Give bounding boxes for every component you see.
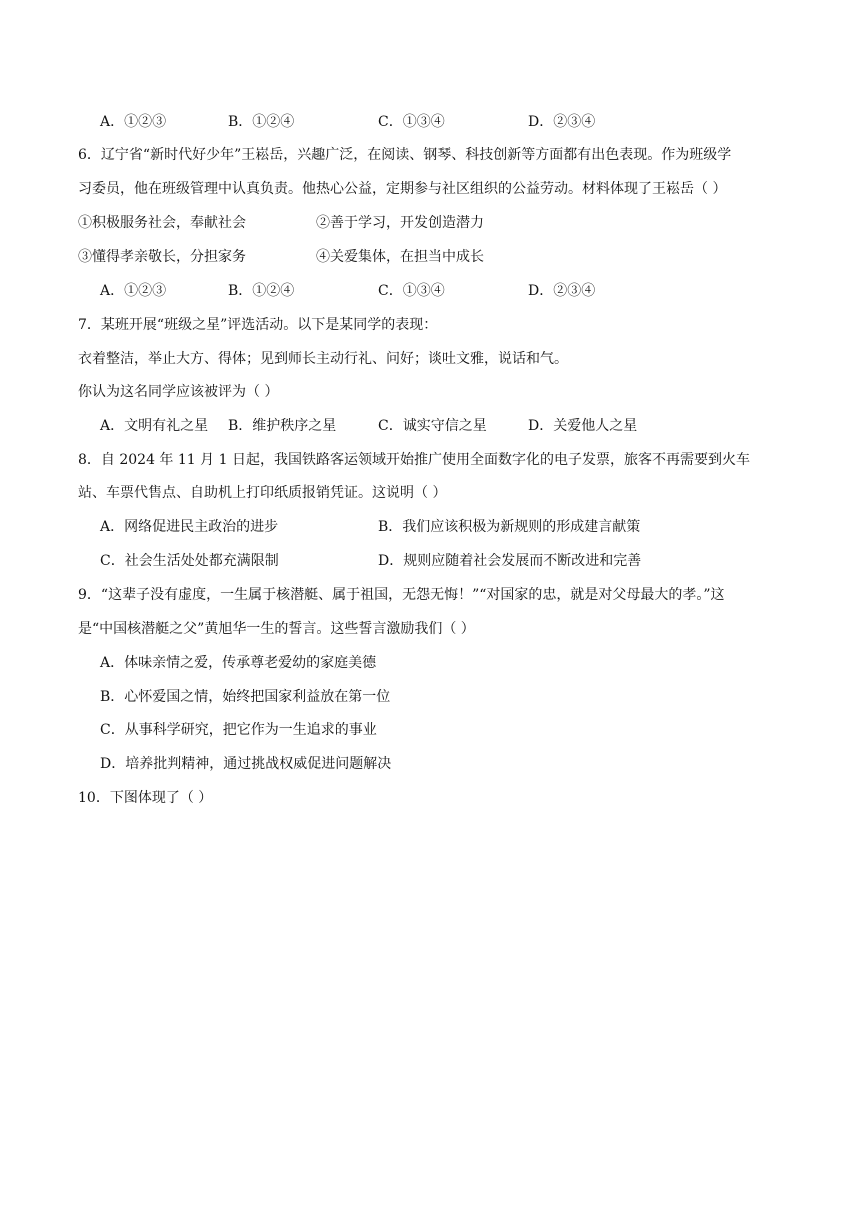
q7-option-a: A．文明有礼之星 xyxy=(100,418,209,434)
q6-option-d: D．②③④ xyxy=(528,283,596,299)
q9-option-d: D．培养批判精神，通过挑战权威促进问题解决 xyxy=(100,756,392,772)
q9-option-c: C．从事科学研究，把它作为一生追求的事业 xyxy=(100,722,377,738)
q6-item-2: ②善于学习，开发创造潜力 xyxy=(316,215,484,231)
q5-option-c: C．①③④ xyxy=(378,114,445,130)
q6-option-a: A．①②③ xyxy=(100,283,167,299)
q8-option-d: D．规则应随着社会发展而不断改进和完善 xyxy=(378,553,642,569)
q7-option-c: C．诚实守信之星 xyxy=(378,418,487,434)
q7-stem-line1: 7．某班开展“班级之星”评选活动。以下是某同学的表现： xyxy=(78,317,438,333)
q9-option-b: B．心怀爱国之情，始终把国家利益放在第一位 xyxy=(100,689,391,705)
q7-option-b: B．维护秩序之星 xyxy=(228,418,337,434)
q9-stem-line2: 是“中国核潜艇之父”黄旭华一生的誓言。这些誓言激励我们（ ） xyxy=(78,621,475,637)
q8-option-a: A．网络促进民主政治的进步 xyxy=(100,519,279,535)
q7-stem-line3: 你认为这名同学应该被评为（ ） xyxy=(78,384,279,400)
q9-stem-line1: 9．“这辈子没有虚度，一生属于核潜艇、属于祖国，无怨无悔！”“对国家的忠，就是对父母最大的孝。”这 xyxy=(78,587,725,603)
q6-item-1: ①积极服务社会，奉献社会 xyxy=(78,215,246,231)
q5-option-a: A．①②③ xyxy=(100,114,167,130)
q9-option-a: A．体味亲情之爱，传承尊老爱幼的家庭美德 xyxy=(100,655,377,671)
q7-stem-line2: 衣着整洁，举止大方、得体；见到师长主动行礼、问好；谈吐文雅，说话和气。 xyxy=(78,351,568,367)
q5-option-d: D．②③④ xyxy=(528,114,596,130)
q6-item-3: ③懂得孝亲敬长，分担家务 xyxy=(78,249,246,265)
q6-option-c: C．①③④ xyxy=(378,283,445,299)
q8-stem-line2: 站、车票代售点、自助机上打印纸质报销凭证。这说明（ ） xyxy=(78,485,447,501)
q8-option-c: C．社会生活处处都充满限制 xyxy=(100,553,279,569)
q6-item-4: ④关爱集体，在担当中成长 xyxy=(316,249,484,265)
q6-stem-line2: 习委员，他在班级管理中认真负责。他热心公益，定期参与社区组织的公益劳动。材料体现了王崧岳（ ） xyxy=(78,181,727,197)
q10-stem-line1: 10．下图体现了（ ） xyxy=(78,790,213,806)
q7-option-d: D．关爱他人之星 xyxy=(528,418,638,434)
q6-stem-line1: 6．辽宁省“新时代好少年”王崧岳，兴趣广泛，在阅读、钢琴、科技创新等方面都有出色表现。作为班级学 xyxy=(78,147,732,163)
q6-option-b: B．①②④ xyxy=(228,283,295,299)
q8-option-b: B．我们应该积极为新规则的形成建言献策 xyxy=(378,519,641,535)
q8-stem-line1: 8．自 2024 年 11 月 1 日起，我国铁路客运领域开始推广使用全面数字化的电子发票，旅客不再需要到火车 xyxy=(78,452,750,468)
q5-option-b: B．①②④ xyxy=(228,114,295,130)
